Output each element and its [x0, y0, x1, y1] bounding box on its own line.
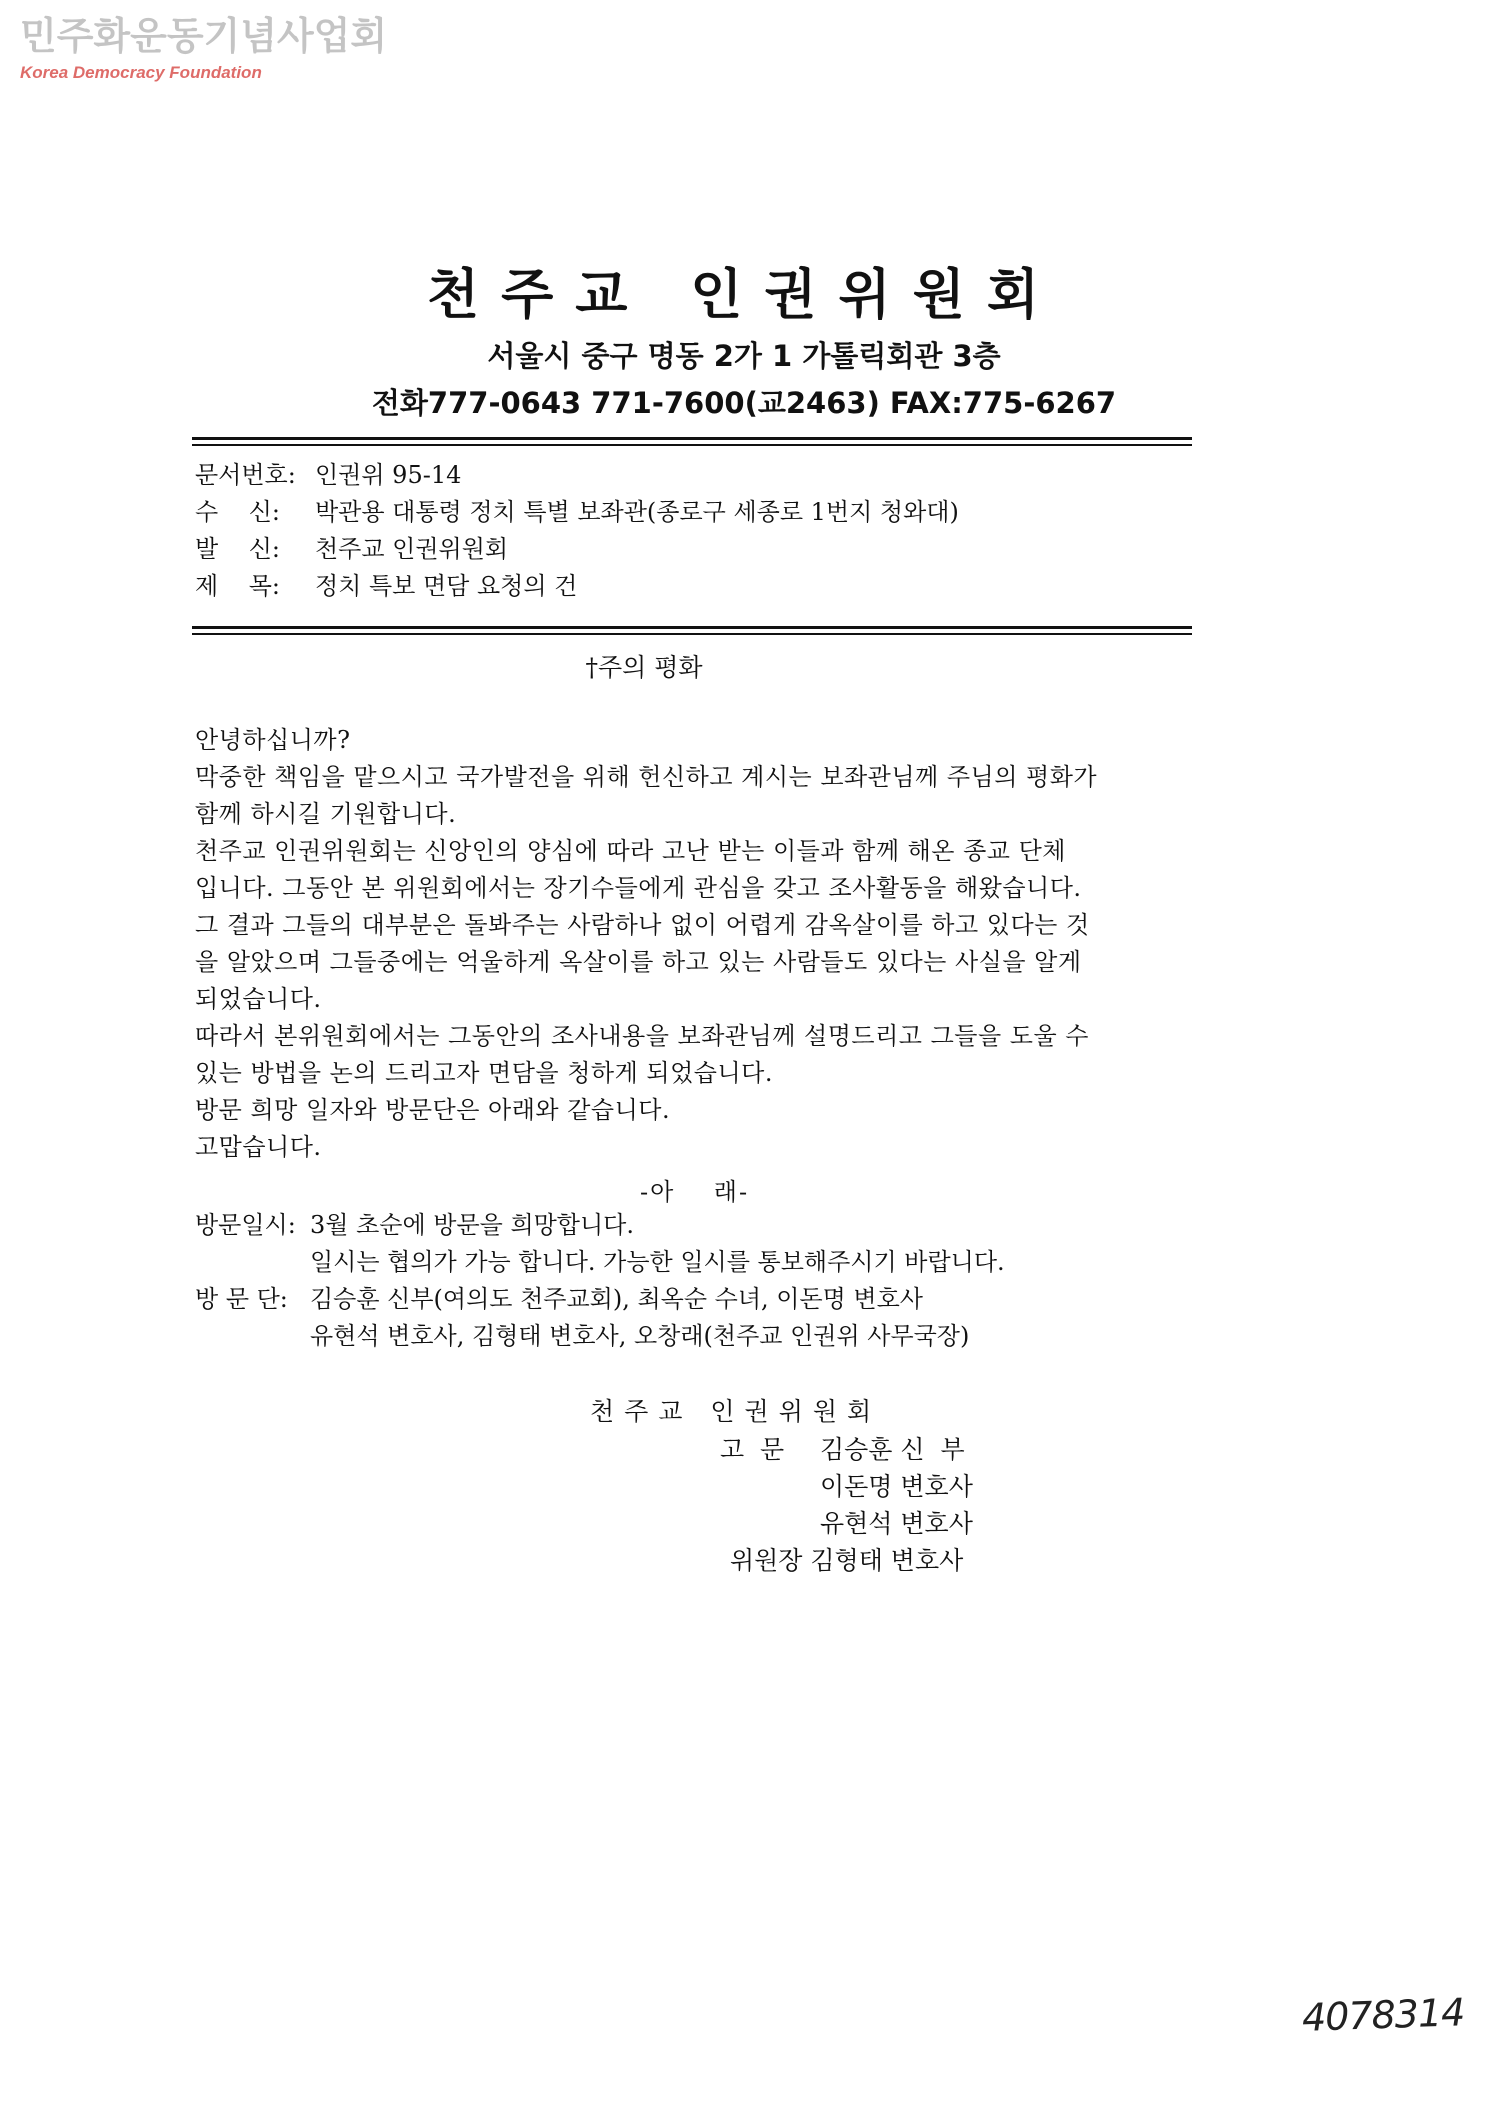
visit-date-value: 3월 초순에 방문을 희망합니다. [310, 1211, 634, 1239]
visit-date-label: 방문일시: [195, 1211, 296, 1239]
signature-advisor-name: 김승훈 신 부 [820, 1435, 965, 1464]
letter-line: 고맙습니다. [195, 1133, 322, 1161]
letter-line: 그 결과 그들의 대부분은 돌봐주는 사람하나 없이 어렵게 감옥살이를 하고 있다는 것 [195, 911, 1090, 939]
letter-line: 안녕하십니까? [195, 726, 351, 754]
visit-group-cont [195, 1318, 1005, 1355]
visit-date [195, 1207, 1005, 1244]
letter-line: 있는 방법을 논의 드리고자 면담을 청하게 되었습니다. [195, 1059, 773, 1087]
letter-line: 되었습니다. [195, 985, 322, 1013]
watermark-korean: 민주화운동기념사업회 [20, 14, 388, 58]
signature-chairman: 위원장 김형태 변호사 [730, 1546, 964, 1575]
organization-phone: 전화777-0643 771-7600(교2463) FAX:775-6267 [371, 386, 1117, 420]
meta-value: 정치 특보 면담 요청의 건 [315, 572, 578, 600]
letter-line: 천주교 인권위원회는 신앙인의 양심에 따라 고난 받는 이들과 함께 해온 종교 단체 [195, 837, 1066, 865]
signature-member-3: 유현석 변호사 [820, 1509, 973, 1538]
letter-line: 방문 희망 일자와 방문단은 아래와 같습니다. [195, 1096, 671, 1124]
meta-label: 문서번호: [195, 461, 296, 489]
letter-line: 을 알았으며 그들중에는 억울하게 옥살이를 하고 있는 사람들도 있다는 사실을 알게 [195, 948, 1082, 976]
letter-line: 막중한 책임을 맡으시고 국가발전을 위해 헌신하고 계시는 보좌관님께 주님의 평화가 [195, 763, 1098, 791]
meta-doc-number [195, 457, 959, 494]
meta-value: 박관용 대통령 정치 특별 보좌관(종로구 세종로 1번지 청와대) [315, 498, 959, 526]
letter-line: 입니다. 그동안 본 위원회에서는 장기수들에게 관심을 갖고 조사활동을 해왔습니다. [195, 874, 1082, 902]
visit-group-label: 방 문 단: [195, 1285, 288, 1313]
handwritten-archive-number: 4078314 [1301, 1990, 1465, 2040]
meta-recipient [195, 494, 959, 531]
visit-group [195, 1281, 1005, 1318]
greeting-line: †주의 평화 [585, 653, 703, 682]
letter-line: 따라서 본위원회에서는 그동안의 조사내용을 보좌관님께 설명드리고 그들을 도울 수 [195, 1022, 1089, 1050]
watermark-english: Korea Democracy Foundation [20, 63, 262, 82]
visit-details [195, 1207, 1005, 1355]
meta-value: 인권위 95-14 [315, 461, 462, 489]
meta-label: 제 목: [195, 572, 280, 600]
signature-member-2: 이돈명 변호사 [820, 1472, 973, 1501]
meta-sender [195, 531, 959, 568]
visit-date-note [195, 1244, 1005, 1281]
meta-divider [192, 626, 1192, 635]
meta-label: 수 신: [195, 498, 280, 526]
visit-group-value-2: 유현석 변호사, 김형태 변호사, 오창래(천주교 인권위 사무국장) [310, 1322, 970, 1350]
visit-group-value: 김승훈 신부(여의도 천주교회), 최옥순 수녀, 이돈명 변호사 [310, 1285, 923, 1313]
section-heading-below: -아 래- [640, 1178, 750, 1206]
signature-advisor-title: 고 문 [720, 1435, 785, 1464]
organization-title: 천주교 인권위원회 [426, 263, 1062, 326]
meta-subject [195, 568, 959, 605]
visit-date-note-value: 일시는 협의가 가능 합니다. 가능한 일시를 통보해주시기 바랍니다. [310, 1248, 1005, 1276]
document-meta [195, 457, 959, 605]
organization-address: 서울시 중구 명동 2가 1 가톨릭회관 3층 [487, 339, 1001, 373]
letter-body [195, 722, 1097, 1166]
signature-organization: 천주교 인권위원회 [590, 1397, 882, 1426]
letter-line: 함께 하시길 기원합니다. [195, 800, 457, 828]
header-divider [192, 437, 1192, 446]
foundation-watermark [20, 14, 387, 84]
meta-value: 천주교 인권위원회 [315, 535, 509, 563]
meta-label: 발 신: [195, 535, 280, 563]
